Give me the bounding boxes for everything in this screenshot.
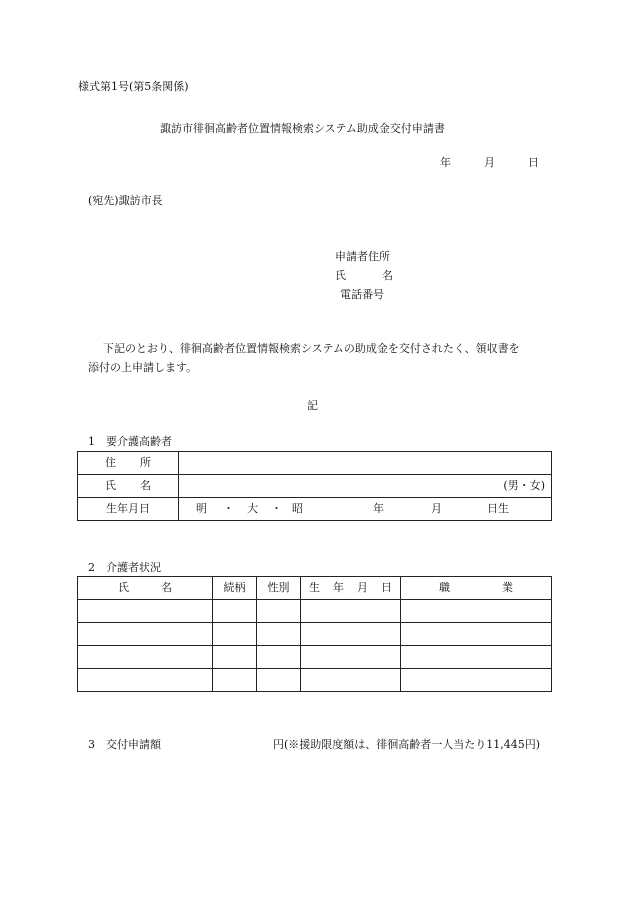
caregiver-name-cell[interactable] [78,669,213,692]
elderly-birthdate-row [78,498,552,521]
era-meiji: 明 [196,502,207,515]
caregiver-birth-header: 生 年 月 日 [301,577,401,600]
caregiver-row [78,623,552,646]
caregiver-row [78,669,552,692]
elderly-address-value[interactable] [179,452,552,475]
date-year-label: 年 [440,156,451,169]
form-number: 様式第1号(第5条関係) [78,80,189,93]
birth-day-label: 日生 [487,502,509,515]
caregiver-birth-cell[interactable] [301,646,401,669]
application-amount-text: 円(※援助限度額は、徘徊高齢者一人当たり11,445円) [273,738,541,751]
elderly-info-table [77,451,552,521]
applicant-name-label [335,269,393,283]
body-text-line-2: 添付の上申請します。 [88,361,198,374]
date-line [440,156,539,170]
section2-heading: 2 介護者状況 [88,561,161,574]
caregiver-job-cell[interactable] [401,600,552,623]
applicant-phone-label: 電話番号 [340,288,384,301]
elderly-birthdate-value[interactable] [179,498,552,521]
date-day-label: 日 [528,156,539,169]
caregiver-birth-cell[interactable] [301,600,401,623]
elderly-gender-field[interactable] [179,475,552,498]
era-taisho: 大 [247,502,258,515]
elderly-address-label: 住 所 [78,452,179,475]
caregiver-row [78,600,552,623]
caregiver-relation-cell[interactable] [213,669,257,692]
caregiver-relation-header: 続柄 [213,577,257,600]
era-sep-1: ・ [223,502,234,515]
section1-heading: 1 要介護高齢者 [88,435,172,448]
section3-heading: 3 交付申請額 [88,738,161,751]
caregiver-relation-cell[interactable] [213,600,257,623]
era-showa: 昭 [292,502,303,515]
caregiver-header-row [78,577,552,600]
era-sep-2: ・ [271,502,282,515]
elderly-name-label: 氏 名 [78,475,179,498]
caregiver-birth-cell[interactable] [301,669,401,692]
caregiver-relation-cell[interactable] [213,623,257,646]
caregiver-sex-cell[interactable] [257,623,301,646]
caregiver-job-cell[interactable] [401,646,552,669]
gender-choice: (男・女) [503,479,545,492]
birth-month-label: 月 [431,502,442,515]
caregiver-job-header: 職 業 [401,577,552,600]
caregiver-sex-cell[interactable] [257,600,301,623]
caregiver-job-cell[interactable] [401,669,552,692]
caregiver-name-header: 氏 名 [78,577,213,600]
birth-year-label: 年 [373,502,384,515]
caregiver-birth-cell[interactable] [301,623,401,646]
elderly-name-row [78,475,552,498]
caregiver-job-cell[interactable] [401,623,552,646]
applicant-name-label-2: 名 [382,269,393,282]
ki-label: 記 [307,399,318,412]
elderly-birthdate-label: 生年月日 [78,498,179,521]
caregiver-relation-cell[interactable] [213,646,257,669]
applicant-name-label-1: 氏 [335,269,346,282]
date-month-label: 月 [484,156,495,169]
elderly-address-row [78,452,552,475]
applicant-address-label: 申請者住所 [335,250,390,263]
caregiver-name-cell[interactable] [78,646,213,669]
caregiver-table [77,576,552,692]
caregiver-sex-header: 性別 [257,577,301,600]
document-title: 諏訪市徘徊高齢者位置情報検索システム助成金交付申請書 [160,122,445,135]
caregiver-row [78,646,552,669]
caregiver-sex-cell[interactable] [257,669,301,692]
addressee: (宛先)諏訪市長 [88,194,163,207]
body-text-line-1: 下記のとおり、徘徊高齢者位置情報検索システムの助成金を交付されたく、領収書を [103,342,520,355]
caregiver-name-cell[interactable] [78,600,213,623]
caregiver-sex-cell[interactable] [257,646,301,669]
caregiver-name-cell[interactable] [78,623,213,646]
